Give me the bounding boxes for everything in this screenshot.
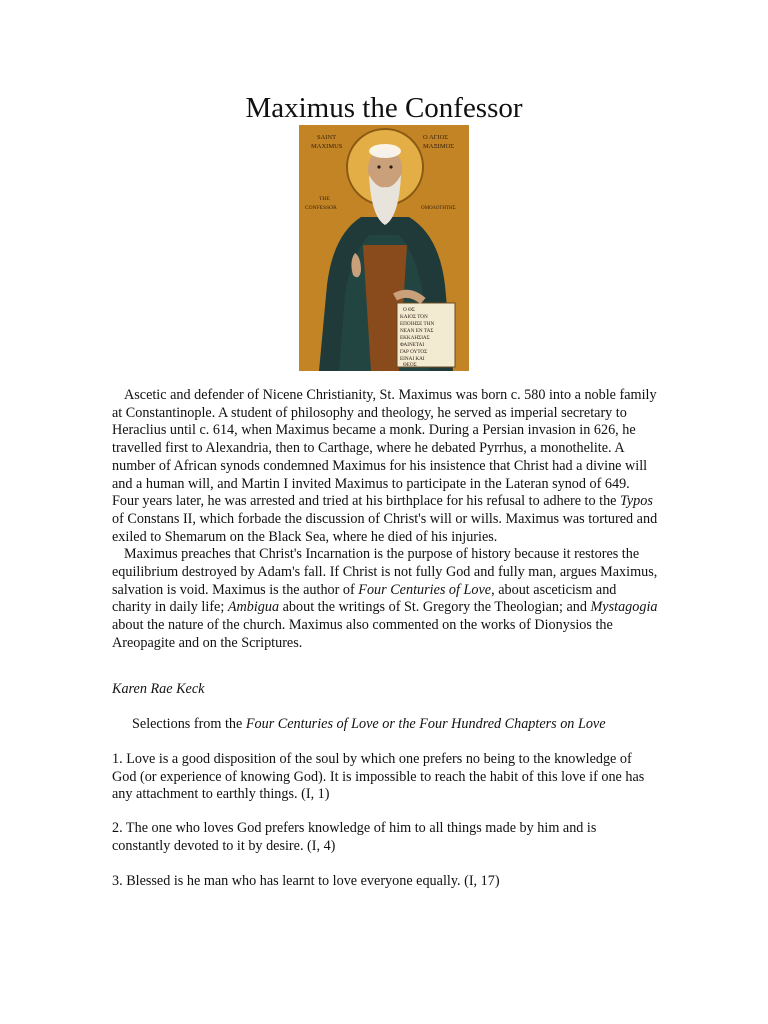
bio-ambigua-title: Ambigua	[227, 599, 280, 616]
bio-four-centuries-title: Four Centuries of Love	[358, 581, 492, 598]
scroll-line: ΚΑΙΟΣ ΤΟΝ	[400, 314, 428, 320]
selections-heading	[132, 716, 692, 734]
saint-hair	[369, 144, 401, 158]
bio-p2-text-a: Maximus preaches that Christ's Incarnation is the purpose of history because it restores the equilibrium destroyed by Adam's fall. If Christ is not fully God and fully man, argues Maximus, salvation is void. Maximus is the author of	[112, 546, 658, 598]
page-title: Maximus the Confessor	[245, 92, 523, 124]
bio-mystagogia-title: Mystagogia	[590, 599, 658, 616]
inscription-left-2: MAXIMUS	[311, 143, 343, 150]
bio-section	[112, 387, 658, 653]
scroll-line: Ο ΘΣ	[403, 307, 415, 313]
inscription-right-1: Ο ΑΓΙΟΣ	[423, 134, 449, 141]
scroll-line: ΓΑΡ ΟΥΤΟΣ	[400, 349, 428, 355]
bio-p2-text-c: about the writings of St. Gregory the Theologian; and	[279, 599, 591, 616]
inscription-left-3: THE	[319, 196, 330, 202]
scroll-line: ΕΙΝΑΙ ΚΑΙ	[400, 356, 425, 362]
selections-prefix: Selections from the	[132, 716, 246, 732]
saint-icon-illustration	[299, 125, 469, 371]
inscription-left-4: CONFESSOR	[305, 205, 337, 211]
bio-typos-title: Typos	[620, 493, 653, 510]
saint-eye-right	[389, 165, 392, 168]
author-name: Karen Rae Keck	[112, 681, 205, 697]
bio-p1-text-b: of Constans II, which forbade the discussion of Christ's will or wills. Maximus was tortured and exiled to Shemarum on the Black Sea, where he died of his injuries.	[112, 510, 658, 545]
scroll-line: ΕΚΚΛΗΣΙΑΣ	[400, 335, 430, 341]
scroll-line: ΝΕΑΝ ΕΝ ΤΑΣ	[400, 328, 434, 334]
scroll-line: ΦΑΙΝΕΤΑΙ	[400, 342, 425, 348]
bio-p2-text-b: , about asceticism and charity in daily life;	[112, 581, 617, 616]
saint-eye-left	[377, 165, 380, 168]
inscription-right-2: ΜΑΞΙΜΟΣ	[423, 143, 455, 150]
list-item: 2. The one who loves God prefers knowledge of him to all things made by him and is constantly devoted to it by desire. (I, 4)	[112, 820, 597, 854]
scroll-line: ΘΕΟΣ	[403, 362, 417, 368]
list-item: 1. Love is a good disposition of the soul by which one prefers no being to the knowledge of God (or experience of knowing God). It is impossible to reach the habit of this love if one has any attachment to earthly things. (I, 1)	[112, 751, 645, 803]
saint-icon-image	[299, 125, 469, 371]
list-item: 3. Blessed is he man who has learnt to love everyone equally. (I, 17)	[112, 873, 500, 889]
bio-paragraph-1	[112, 387, 658, 546]
bio-p2-text-d: about the nature of the church. Maximus also commented on the works of Dionysios the Areopagite and on the Scriptures.	[112, 617, 613, 651]
bio-paragraph-2	[112, 546, 658, 652]
bio-p1-text-a: Ascetic and defender of Nicene Christianity, St. Maximus was born c. 580 into a noble family at Constantinople. A student of philosophy and theology, he served as imperial secretary to Heraclius until c. 614, when Maximus became a monk. During a Persian invasion in 626, he travelled first to Alexandria, then to Carthage, where he debated Pyrrhus, a monothelite. A number of African synods condemned Maximus for his insistence that Christ had a divine will and a human will, and Martin I invited Maximus to participate in the Lateran synod of 649. Four years later, he was arrested and tried at his birthplace for his refusal to adhere to the	[112, 387, 657, 510]
inscription-right-3: ΟΜΟΛΟΓΗΤΗΣ	[421, 206, 456, 211]
scroll-line: ΕΠΟΙΗΣΕ ΤΗΝ	[400, 321, 435, 327]
selections-title: Four Centuries of Love or the Four Hundred Chapters on Love	[245, 716, 606, 732]
inscription-left-1: SAINT	[317, 134, 337, 141]
